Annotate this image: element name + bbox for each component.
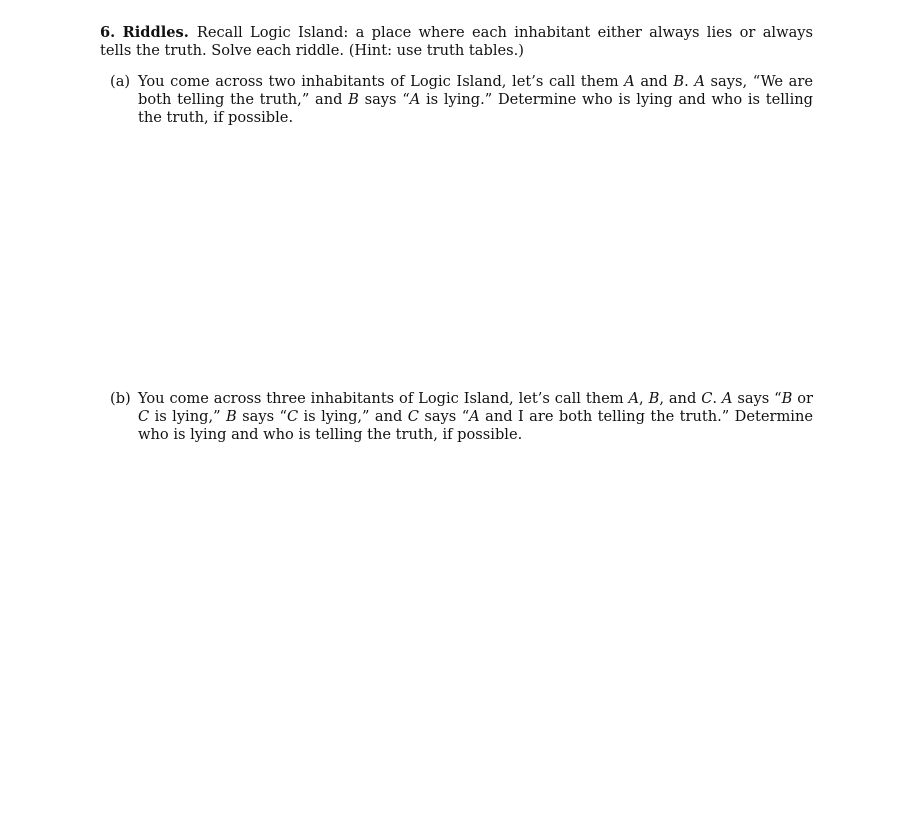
part-a-text [138,73,813,126]
text-run: says, “We are both telling the truth,” and [138,73,813,108]
math-variable: A [409,91,421,108]
math-variable: B [673,73,685,90]
problem-number: 6. [100,24,116,41]
math-variable: B [781,390,793,407]
text-run: says “ [732,390,782,407]
part-b-label: (b) [110,390,131,407]
text-run: . [712,390,722,407]
math-variable: A [721,390,733,407]
document-page [100,24,813,444]
text-run: or [792,390,813,407]
math-variable: B [348,91,359,108]
text-run: says “ [418,408,470,425]
part-a [100,73,813,127]
text-run: is lying,” and [298,408,408,425]
text-run: is lying,” [149,408,226,425]
text-run: You come across three inhabitants of Logic Island, let’s call them [138,390,629,407]
problem-intro-text: Recall Logic Island: a place where each inhabitant either always lies or always tells the truth. Solve each riddle. (Hint: use truth tables.) [100,24,814,59]
math-variable: A [628,390,640,407]
text-run: , and [659,390,702,407]
text-run: says “ [236,408,287,425]
math-variable: C [701,390,713,407]
math-variable: A [469,408,480,425]
math-variable: B [225,408,237,425]
part-b [100,390,813,444]
math-variable: A [624,73,635,90]
problem-intro [100,24,813,60]
part-b-text [138,390,813,443]
math-variable: C [138,408,150,425]
text-run: and I are both telling the truth.” Determine who is lying and who is telling the truth, if possible. [138,408,814,443]
part-a-label: (a) [110,73,131,90]
text-run: and [634,73,674,90]
text-run: . [684,73,695,90]
problem-title: Riddles. [122,24,189,41]
math-variable: A [694,73,705,90]
text-run: You come across two inhabitants of Logic Island, let’s call them [138,73,625,90]
text-run: , [639,390,649,407]
math-variable: C [286,408,299,425]
math-variable: C [407,408,419,425]
math-variable: B [648,390,660,407]
text-run: is lying.” Determine who is lying and who is telling the truth, if possible. [138,91,813,126]
text-run: says “ [358,91,410,108]
